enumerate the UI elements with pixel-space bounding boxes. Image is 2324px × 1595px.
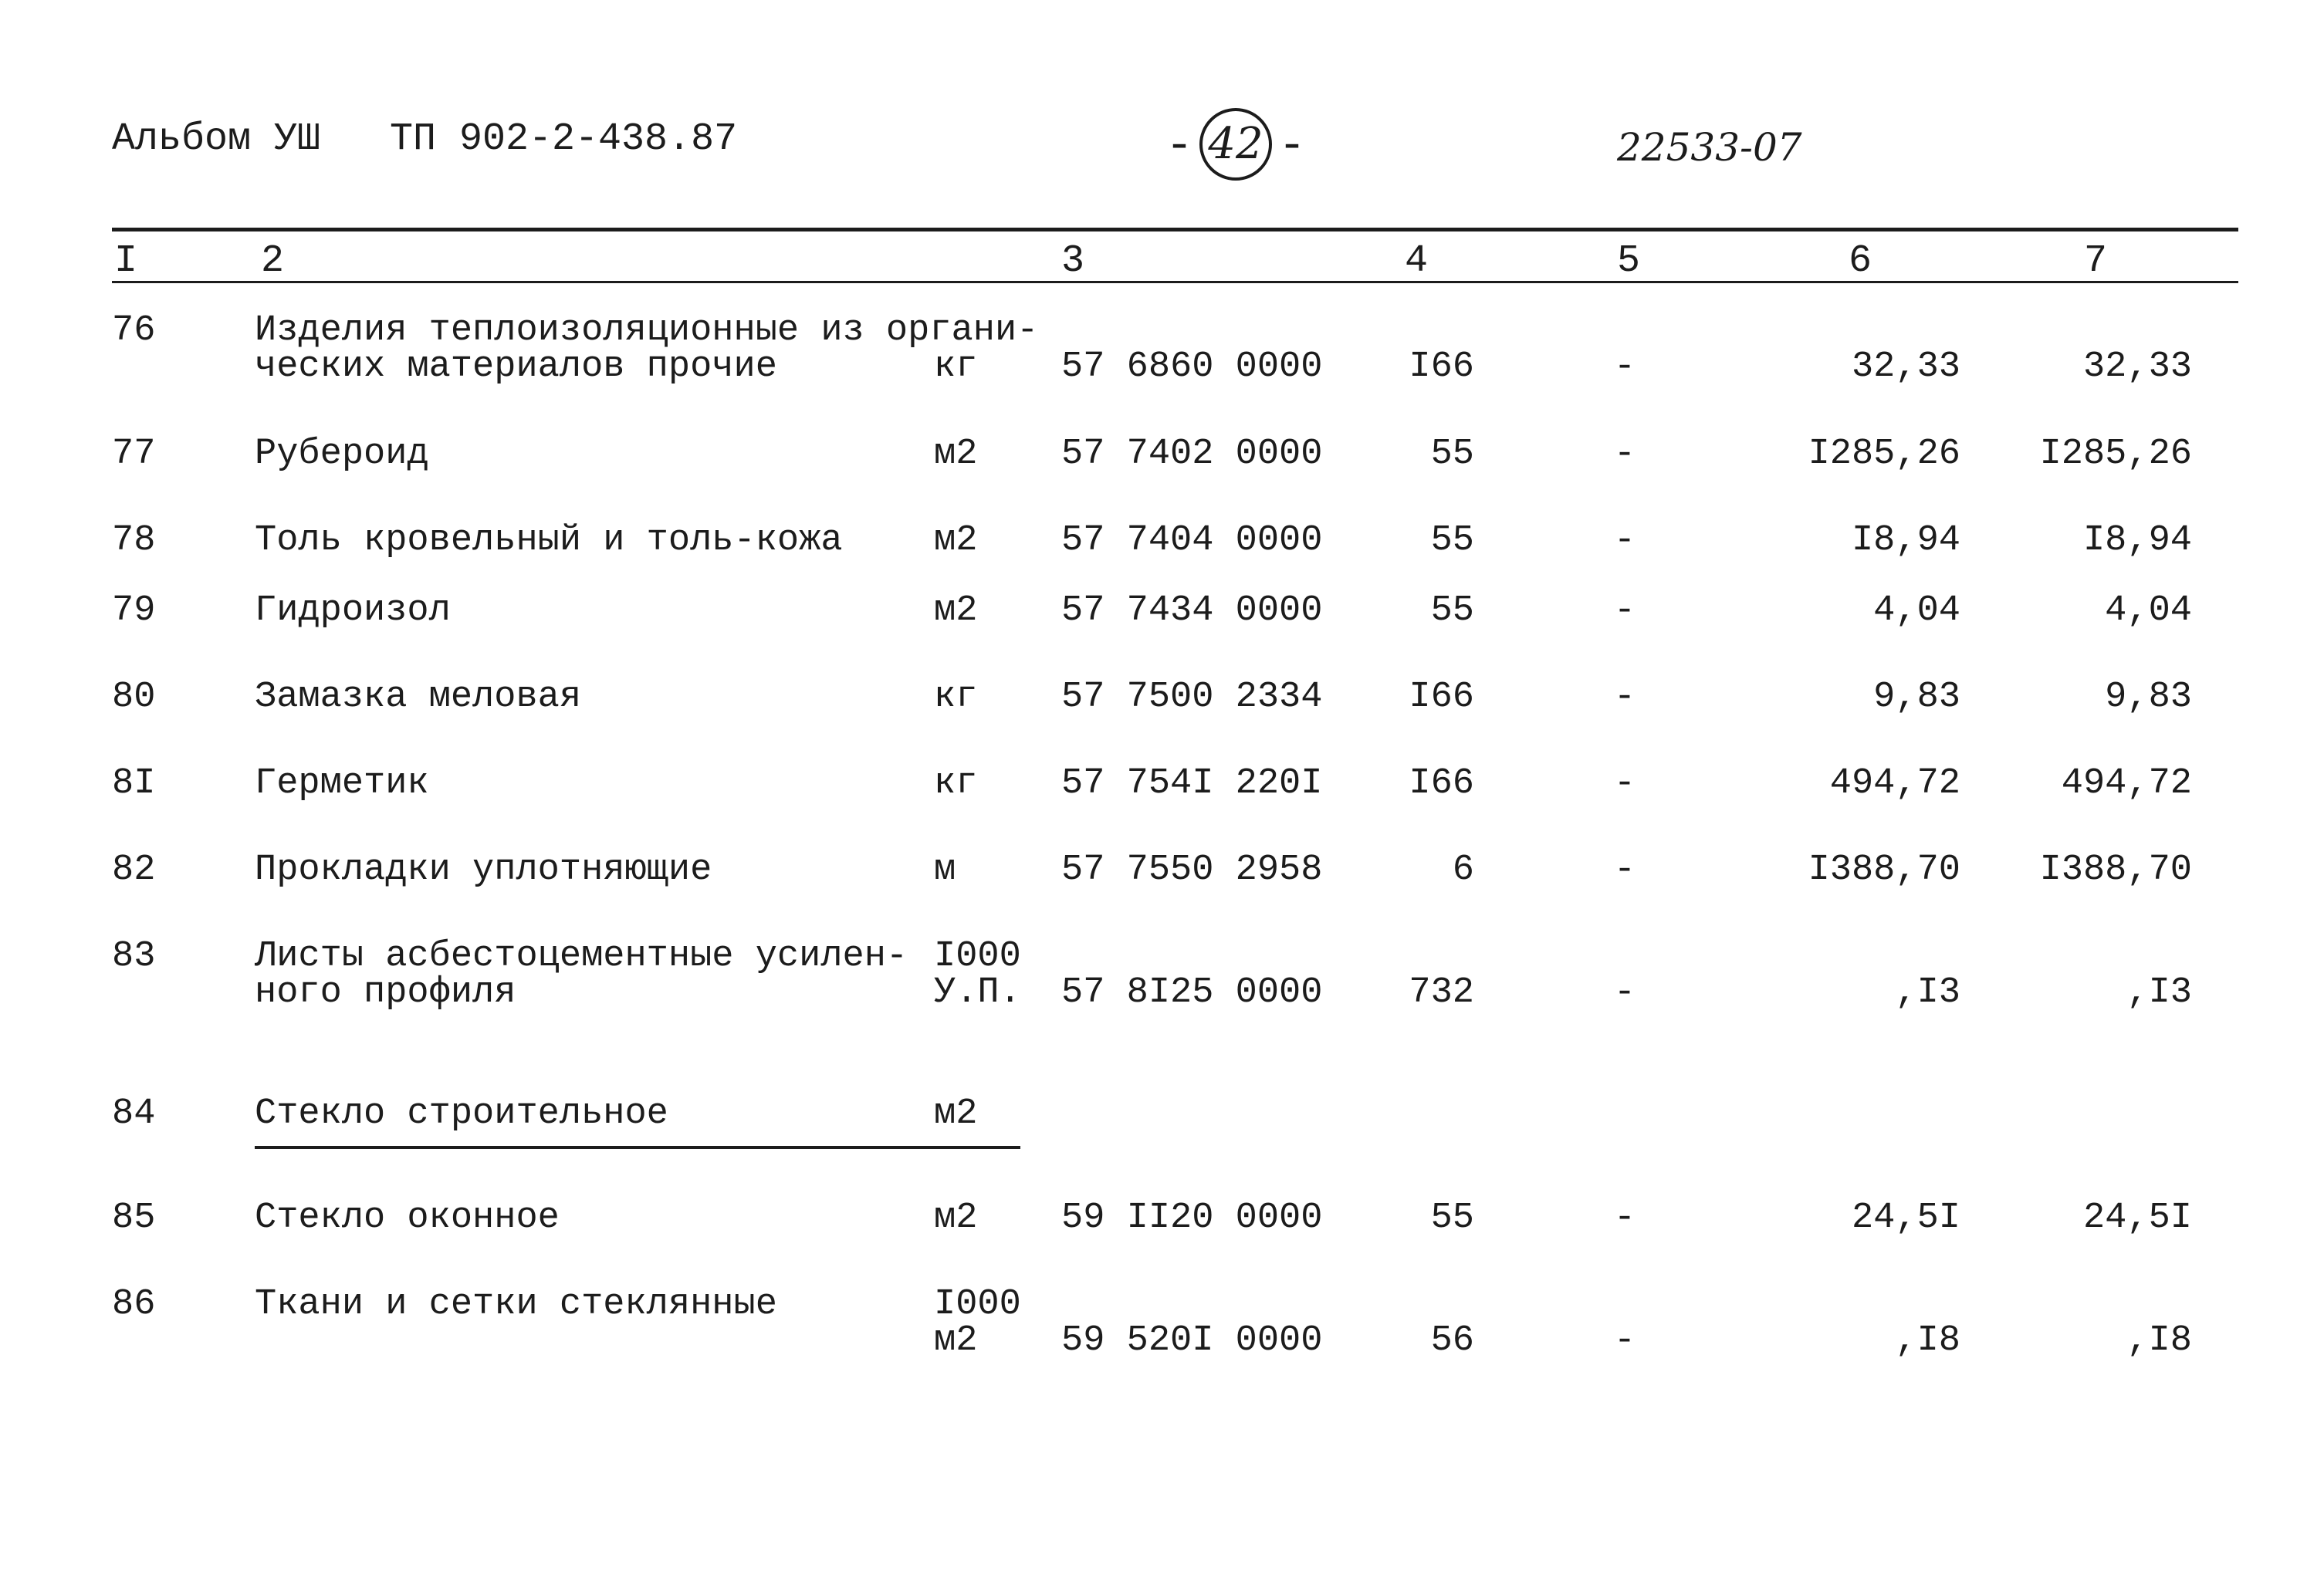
col6-value: 24,5I: [1851, 1198, 1960, 1238]
item-code: 57 6860 0000: [1061, 346, 1323, 387]
item-name: Толь кровельный и толь-кожа: [255, 520, 843, 561]
item-unit: м2: [934, 1198, 978, 1238]
col7-value: I388,70: [2039, 850, 2192, 890]
item-name: Ткани и сетки стеклянные: [255, 1284, 777, 1325]
row-number: 80: [112, 677, 156, 718]
col7-value: ,I3: [2126, 972, 2192, 1013]
item-unit-cont: кг: [934, 346, 978, 387]
col-header-3: 3: [1061, 239, 1085, 283]
col6-value: ,I8: [1895, 1320, 1960, 1361]
item-unit: кг: [934, 677, 978, 718]
row-number: 78: [112, 520, 156, 561]
item-unit: м: [934, 850, 956, 890]
row-number: 83: [112, 936, 156, 977]
item-unit: I000: [934, 936, 1021, 977]
col6-value: 32,33: [1851, 346, 1960, 387]
item-unit: м2: [934, 1093, 978, 1134]
col6-value: 4,04: [1873, 590, 1960, 631]
item-code: 57 7402 0000: [1061, 434, 1323, 475]
col4-value: 55: [1430, 520, 1474, 561]
item-name: Рубероид: [255, 434, 429, 475]
row-number: 84: [112, 1093, 156, 1134]
page-number: [1165, 108, 1306, 181]
item-code: 59 520I 0000: [1061, 1320, 1323, 1361]
col5-value: -: [1613, 763, 1636, 804]
item-unit: м2: [934, 590, 978, 631]
col7-value: 24,5I: [2082, 1198, 2192, 1238]
item-name: Стекло строительное: [255, 1093, 668, 1134]
row-number: 8I: [112, 763, 156, 804]
col-header-4: 4: [1405, 239, 1429, 283]
col7-value: I8,94: [2082, 520, 2192, 561]
item-code: 57 7434 0000: [1061, 590, 1323, 631]
table-top-rule: [112, 228, 2238, 231]
col6-value: I285,26: [1808, 434, 1960, 475]
col5-value: -: [1613, 434, 1636, 475]
item-name: Прокладки уплотняющие: [255, 850, 712, 890]
item-unit: м2: [934, 520, 978, 561]
col5-value: -: [1613, 520, 1636, 561]
col4-value: 56: [1430, 1320, 1474, 1361]
row-number: 85: [112, 1198, 156, 1238]
col-header-7: 7: [2084, 239, 2108, 283]
item-name: Листы асбестоцементные усилен-: [255, 936, 908, 977]
item-unit: м2: [934, 434, 978, 475]
page-number-circle: 42: [1199, 108, 1272, 181]
col7-value: 32,33: [2082, 346, 2192, 387]
page-number-dash-left: -: [1165, 120, 1194, 173]
row-number: 82: [112, 850, 156, 890]
col-header-5: 5: [1617, 239, 1641, 283]
col4-value: 55: [1430, 590, 1474, 631]
row-number: 76: [112, 310, 156, 351]
item-name-cont: ного профиля: [255, 972, 516, 1013]
tp-label: ТП 902-2-438.87: [390, 117, 738, 161]
item-code: 57 8I25 0000: [1061, 972, 1323, 1013]
col5-value: -: [1613, 850, 1636, 890]
item-name: Изделия теплоизоляционные из органи-: [255, 310, 1039, 351]
item-unit-cont: м2: [934, 1320, 978, 1361]
col5-value: -: [1613, 346, 1636, 387]
col6-value: I8,94: [1851, 520, 1960, 561]
page-number-dash-right: -: [1278, 120, 1307, 173]
item-code: 59 II20 0000: [1061, 1198, 1323, 1238]
col4-value: I66: [1409, 677, 1474, 718]
document-number: 22533-07: [1617, 125, 1802, 170]
row-number: 77: [112, 434, 156, 475]
col7-value: 494,72: [2061, 763, 2192, 804]
col4-value: I66: [1409, 346, 1474, 387]
item-unit: кг: [934, 763, 978, 804]
row-number: 86: [112, 1284, 156, 1325]
col4-value: 6: [1452, 850, 1474, 890]
item-name: Стекло оконное: [255, 1198, 560, 1238]
group-underline-84: [255, 1146, 1020, 1149]
col4-value: I66: [1409, 763, 1474, 804]
col5-value: -: [1613, 972, 1636, 1013]
item-code: 57 7404 0000: [1061, 520, 1323, 561]
col4-value: 55: [1430, 1198, 1474, 1238]
item-unit: I000: [934, 1284, 1021, 1325]
col7-value: ,I8: [2126, 1320, 2192, 1361]
col6-value: 494,72: [1829, 763, 1960, 804]
item-code: 57 754I 220I: [1061, 763, 1323, 804]
col5-value: -: [1613, 590, 1636, 631]
col6-value: ,I3: [1895, 972, 1960, 1013]
row-number: 79: [112, 590, 156, 631]
col-header-6: 6: [1849, 239, 1872, 283]
item-name-cont: ческих материалов прочие: [255, 346, 777, 387]
col7-value: 4,04: [2105, 590, 2192, 631]
col6-value: I388,70: [1808, 850, 1960, 890]
col4-value: 55: [1430, 434, 1474, 475]
col4-value: 732: [1409, 972, 1474, 1013]
item-unit-cont: У.П.: [934, 972, 1021, 1013]
table-header-rule: [112, 281, 2238, 283]
item-code: 57 7550 2958: [1061, 850, 1323, 890]
col-header-1: I: [114, 239, 138, 283]
col5-value: -: [1613, 1198, 1636, 1238]
item-name: Герметик: [255, 763, 429, 804]
col7-value: I285,26: [2039, 434, 2192, 475]
item-name: Замазка меловая: [255, 677, 582, 718]
col5-value: -: [1613, 1320, 1636, 1361]
col7-value: 9,83: [2105, 677, 2192, 718]
album-label: Альбом УШ: [112, 117, 321, 161]
item-code: 57 7500 2334: [1061, 677, 1323, 718]
col6-value: 9,83: [1873, 677, 1960, 718]
col5-value: -: [1613, 677, 1636, 718]
item-name: Гидроизол: [255, 590, 451, 631]
col-header-2: 2: [261, 239, 285, 283]
